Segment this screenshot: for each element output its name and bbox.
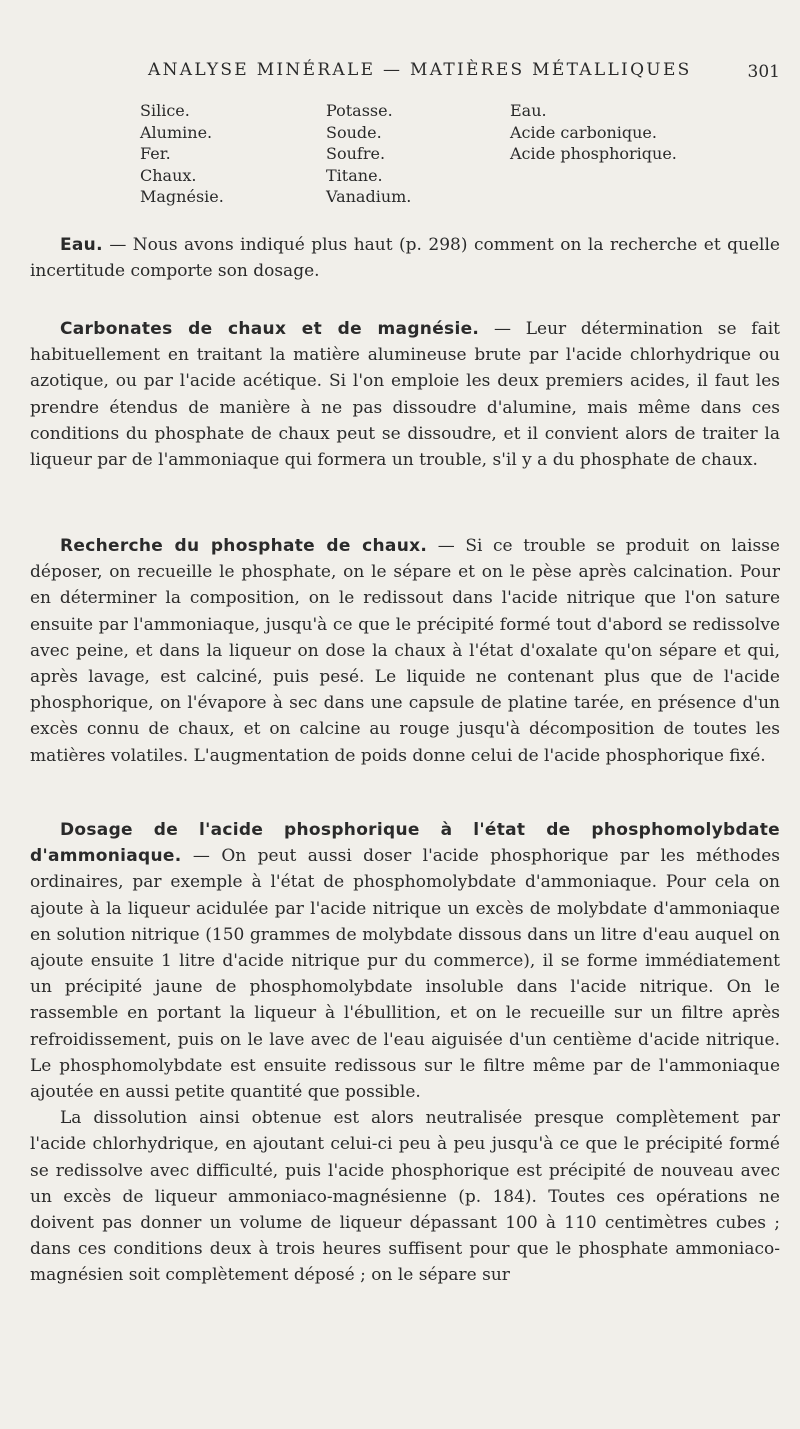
list-item: Soufre. bbox=[326, 144, 386, 163]
paragraph-carbonates bbox=[30, 316, 780, 473]
list-item: Titane. bbox=[326, 165, 383, 185]
page-number: 301 bbox=[747, 62, 780, 82]
list-item: Alumine. bbox=[140, 122, 213, 142]
list-item: Potasse. bbox=[326, 101, 393, 120]
paragraph-dosage bbox=[30, 817, 780, 1289]
section-heading-eau: Eau. bbox=[60, 235, 103, 255]
paragraph-text: — Nous avons indiqué plus haut (p. 298) comment on la recherche et quelle incertitude comporte son dosage. bbox=[30, 235, 780, 282]
paragraph-recherche bbox=[30, 533, 780, 769]
section-heading-dosage: Dosage de l'acide phosphorique à l'état de phosphomolybdate d'ammoniaque. bbox=[30, 820, 780, 867]
paragraph-text-continued: La dissolution ainsi obtenue est alors neutralisée presque complètement par l'acide chlorhydrique, en ajoutant celui-ci peu à peu jusqu'à ce que le précipité formé se redissolve avec difficulté, puis l'acide phosphorique est précipité de nouveau avec un excès de liqueur ammoniaco-magnésienne (p. 184). Toutes ces opérations ne doivent pas donner un volume de liqueur dépassant 100 à 110 centimètres cubes ; dans ces conditions deux à trois heures suffisent pour que le phosphate ammoniaco-magnésien soit complètement déposé ; on le sépare sur bbox=[30, 1108, 780, 1286]
element-list-column-2 bbox=[326, 100, 411, 208]
paragraph-text: — On peut aussi doser l'acide phosphorique par les méthodes ordinaires, par exemple à l'état de phosphomolybdate d'ammoniaque. Pour cela on ajoute à la liqueur acidulée par l'acide nitrique un excès de molybdate d'ammoniaque en solution nitrique (150 grammes de molybdate dissous dans un litre d'eau auquel on ajoute ensuite 1 litre d'acide nitrique pur du commerce), il se forme immédiatement un précipité jaune de phosphomolybdate insoluble dans l'acide nitrique. On le rassemble en portant la liqueur à l'ébullition, et on le recueille sur un filtre après refroidissement, puis on le lave avec de l'eau aiguisée d'un centième d'acide nitrique. Le phosphomolybdate est ensuite redissous sur le filtre même par de l'ammoniaque ajoutée en aussi petite quantité que possible. bbox=[30, 846, 780, 1103]
section-heading-recherche: Recherche du phosphate de chaux. bbox=[60, 536, 428, 556]
list-item: Soude. bbox=[326, 122, 382, 142]
list-item: Silice. bbox=[140, 101, 190, 120]
running-header bbox=[0, 60, 800, 88]
paragraph-text: — Si ce trouble se produit on laisse déposer, on recueille le phosphate, on le sépare et on le pèse après calcination. Pour en déterminer la composition, on le redissout dans l'acide nitrique que l'on sature ensuite par l'ammoniaque, jusqu'à ce que le précipité formé tout d'abord se redissolve avec peine, et dans la liqueur on dose la chaux à l'état d'oxalate qu'on sépare et qui, après lavage, est calciné, puis pesé. Le liquide ne contenant plus que de l'acide phosphorique, on l'évapore à sec dans une capsule de platine tarée, en présence d'un excès connu de chaux, et on calcine au rouge jusqu'à décomposition de toutes les matières volatiles. L'augmentation de poids donne celui de l'acide phosphorique fixé. bbox=[30, 536, 780, 766]
list-item: Magnésie. bbox=[140, 187, 224, 206]
list-item: Fer. bbox=[140, 144, 171, 163]
element-list-column-3 bbox=[510, 100, 677, 165]
element-list-column-1 bbox=[140, 100, 224, 208]
list-item: Chaux. bbox=[140, 165, 197, 185]
list-item: Vanadium. bbox=[326, 187, 412, 206]
section-heading-carbonates: Carbonates de chaux et de magnésie. bbox=[60, 319, 480, 339]
paragraph-eau bbox=[30, 232, 780, 284]
list-item: Acide carbonique. bbox=[510, 122, 657, 142]
list-item: Acide phosphorique. bbox=[510, 144, 677, 163]
list-item: Eau. bbox=[510, 101, 547, 120]
running-title: ANALYSE MINÉRALE — MATIÈRES MÉTALLIQUES bbox=[148, 60, 692, 80]
paragraph-text: — Leur détermination se fait habituellement en traitant la matière alumineuse brute par l'acide chlorhydrique ou azotique, ou par l'acide acétique. Si l'on emploie les deux premiers acides, il faut les prendre étendus de manière à ne pas dissoudre d'alumine, mais même dans ces conditions du phosphate de chaux peut se dissoudre, et il convient alors de traiter la liqueur par de l'ammoniaque qui formera un trouble, s'il y a du phosphate de chaux. bbox=[30, 319, 780, 471]
